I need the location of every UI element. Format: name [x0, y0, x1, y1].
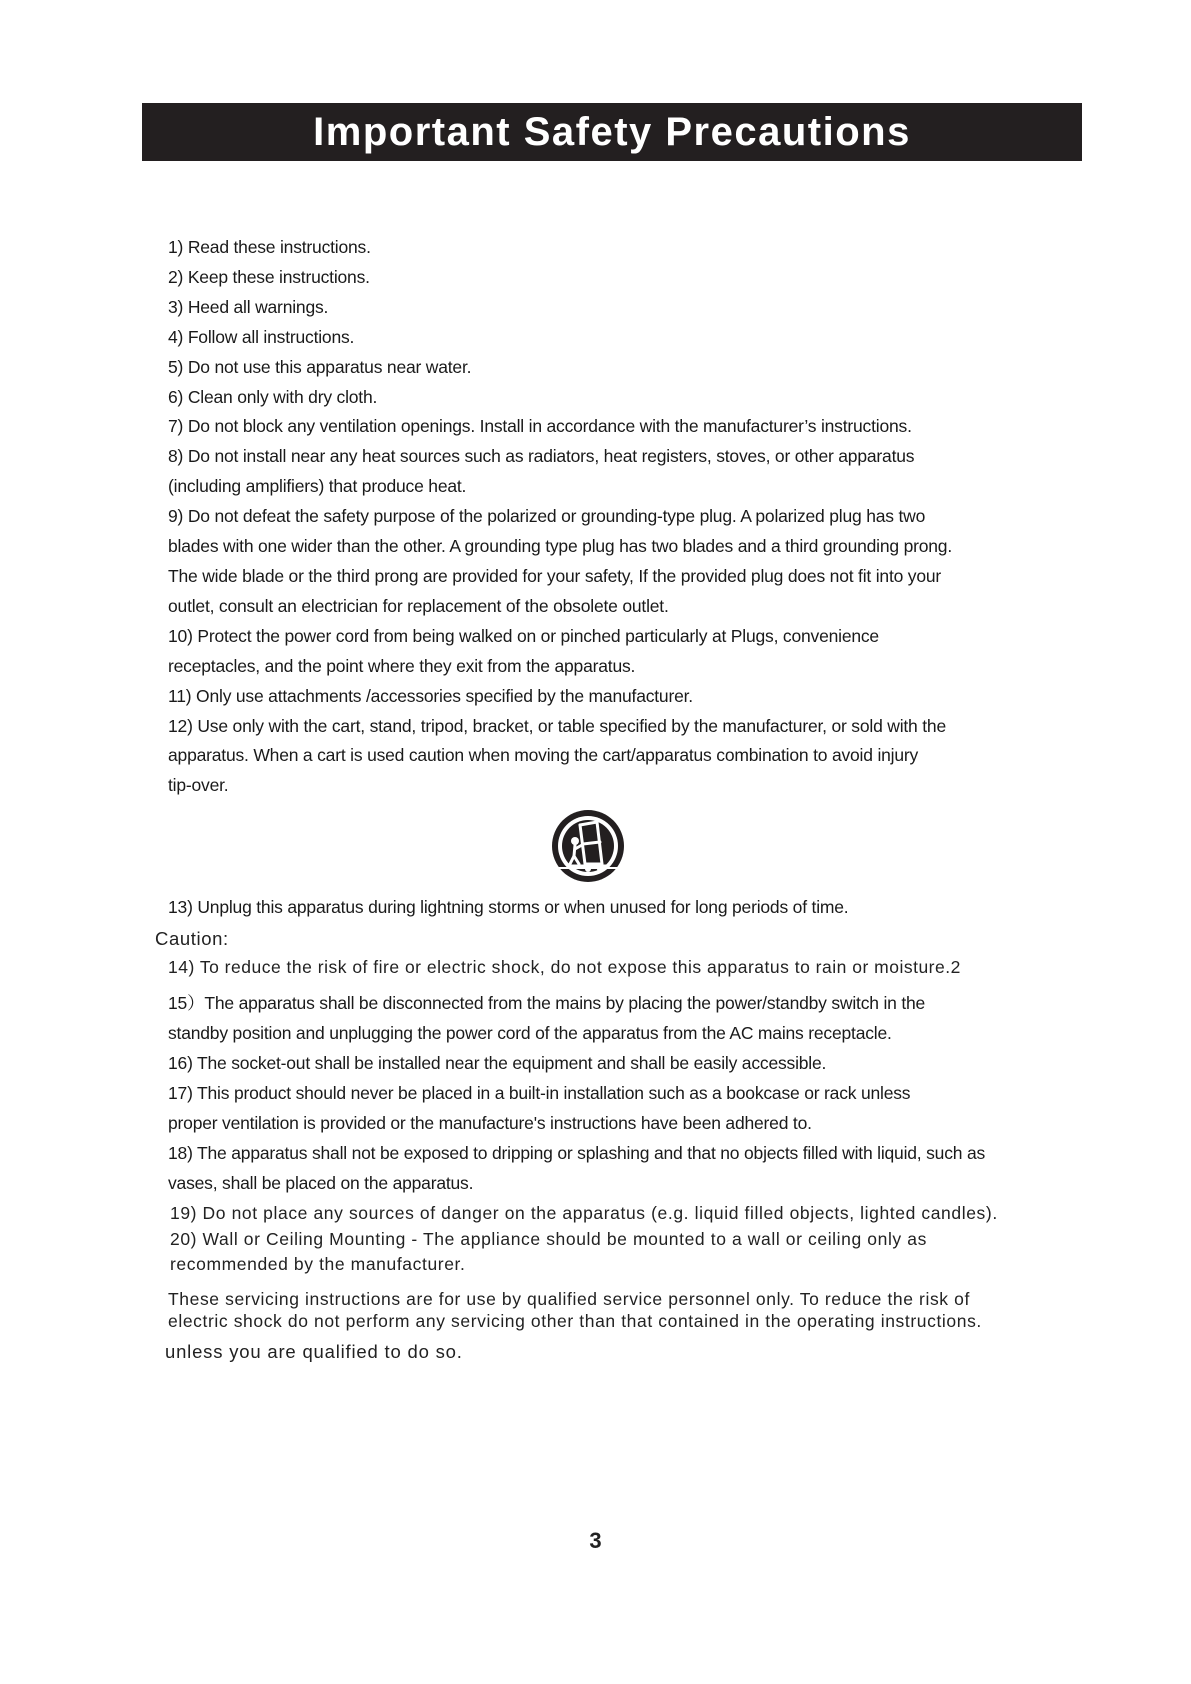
- instruction-line: tip-over.: [168, 775, 229, 796]
- instruction-line: blades with one wider than the other. A grounding type plug has two blades and a third grounding prong.: [168, 536, 952, 557]
- instruction-line: 10) Protect the power cord from being walked on or pinched particularly at Plugs, convenience: [168, 625, 879, 646]
- instruction-line: recommended by the manufacturer.: [170, 1254, 466, 1274]
- cart-tip-over-warning-icon: [550, 808, 626, 884]
- instruction-line: 13) Unplug this apparatus during lightning storms or when unused for long periods of time.: [168, 897, 849, 917]
- instruction-line: 16) The socket-out shall be installed near the equipment and shall be easily accessible.: [168, 1053, 827, 1073]
- instruction-line: proper ventilation is provided or the manufacture's instructions have been adhered to.: [168, 1113, 812, 1133]
- instruction-line: 8) Do not install near any heat sources such as radiators, heat registers, stoves, or other apparatus: [168, 446, 915, 467]
- instruction-line: vases, shall be placed on the apparatus.: [168, 1173, 474, 1193]
- instruction-line: 11) Only use attachments /accessories specified by the manufacturer.: [168, 685, 693, 706]
- instruction-line: 1) Read these instructions.: [168, 237, 371, 257]
- page-number: 3: [589, 1528, 602, 1553]
- caution-heading: Caution:: [155, 928, 229, 949]
- title-banner: [142, 103, 1082, 161]
- instruction-line: 17) This product should never be placed in a built-in installation such as a bookcase or rack unless: [168, 1083, 911, 1103]
- instruction-line: 5) Do not use this apparatus near water.: [168, 356, 472, 377]
- instruction-line: The wide blade or the third prong are provided for your safety, If the provided plug does not fit into your: [168, 565, 942, 586]
- servicing-notice: [168, 1288, 1098, 1332]
- page-title: Important Safety Precautions: [313, 109, 911, 154]
- instruction-line: 7) Do not block any ventilation openings. Install in accordance with the manufacturer’s instructions.: [168, 416, 912, 437]
- instruction-line: 19) Do not place any sources of danger on the apparatus (e.g. liquid filled objects, lighted candles).: [170, 1203, 998, 1223]
- instruction-line: 18) The apparatus shall not be exposed to dripping or splashing and that no objects filled with liquid, such as: [168, 1143, 986, 1163]
- instruction-line: 3) Heed all warnings.: [168, 296, 329, 317]
- instruction-line: 2) Keep these instructions.: [168, 266, 370, 287]
- instruction-line: 9) Do not defeat the safety purpose of the polarized or grounding-type plug. A polarized plug has two: [168, 506, 926, 527]
- instruction-line: apparatus. When a cart is used caution when moving the cart/apparatus combination to avoid injury: [168, 745, 919, 766]
- instruction-line: 15）The apparatus shall be disconnected from the mains by placing the power/standby switch in the: [168, 993, 926, 1013]
- instruction-line: 6) Clean only with dry cloth.: [168, 386, 378, 407]
- instruction-line: 12) Use only with the cart, stand, tripod, bracket, or table specified by the manufacturer, or sold with the: [168, 715, 946, 736]
- servicing-line: electric shock do not perform any servicing other than that contained in the operating instructions.: [168, 1311, 982, 1331]
- instructions-list-3: [170, 1201, 1090, 1278]
- instruction-line: (including amplifiers) that produce heat.: [168, 476, 467, 497]
- instructions-list-2: [168, 988, 1088, 1198]
- instruction-line: 4) Follow all instructions.: [168, 326, 355, 347]
- instruction-line: standby position and unplugging the power cord of the apparatus from the AC mains receptacle.: [168, 1023, 892, 1043]
- servicing-line: These servicing instructions are for use by qualified service personnel only. To reduce the risk of: [168, 1289, 970, 1309]
- servicing-tail: unless you are qualified to do so.: [165, 1341, 463, 1362]
- instruction-line: receptacles, and the point where they exit from the apparatus.: [168, 655, 636, 676]
- instructions-list-1: [168, 233, 1088, 801]
- instruction-line: 20) Wall or Ceiling Mounting - The appliance should be mounted to a wall or ceiling only as: [170, 1228, 927, 1249]
- instruction-line: outlet, consult an electrician for replacement of the obsolete outlet.: [168, 595, 669, 616]
- instruction-line: 14) To reduce the risk of fire or electric shock, do not expose this apparatus to rain or moisture.2: [168, 957, 961, 977]
